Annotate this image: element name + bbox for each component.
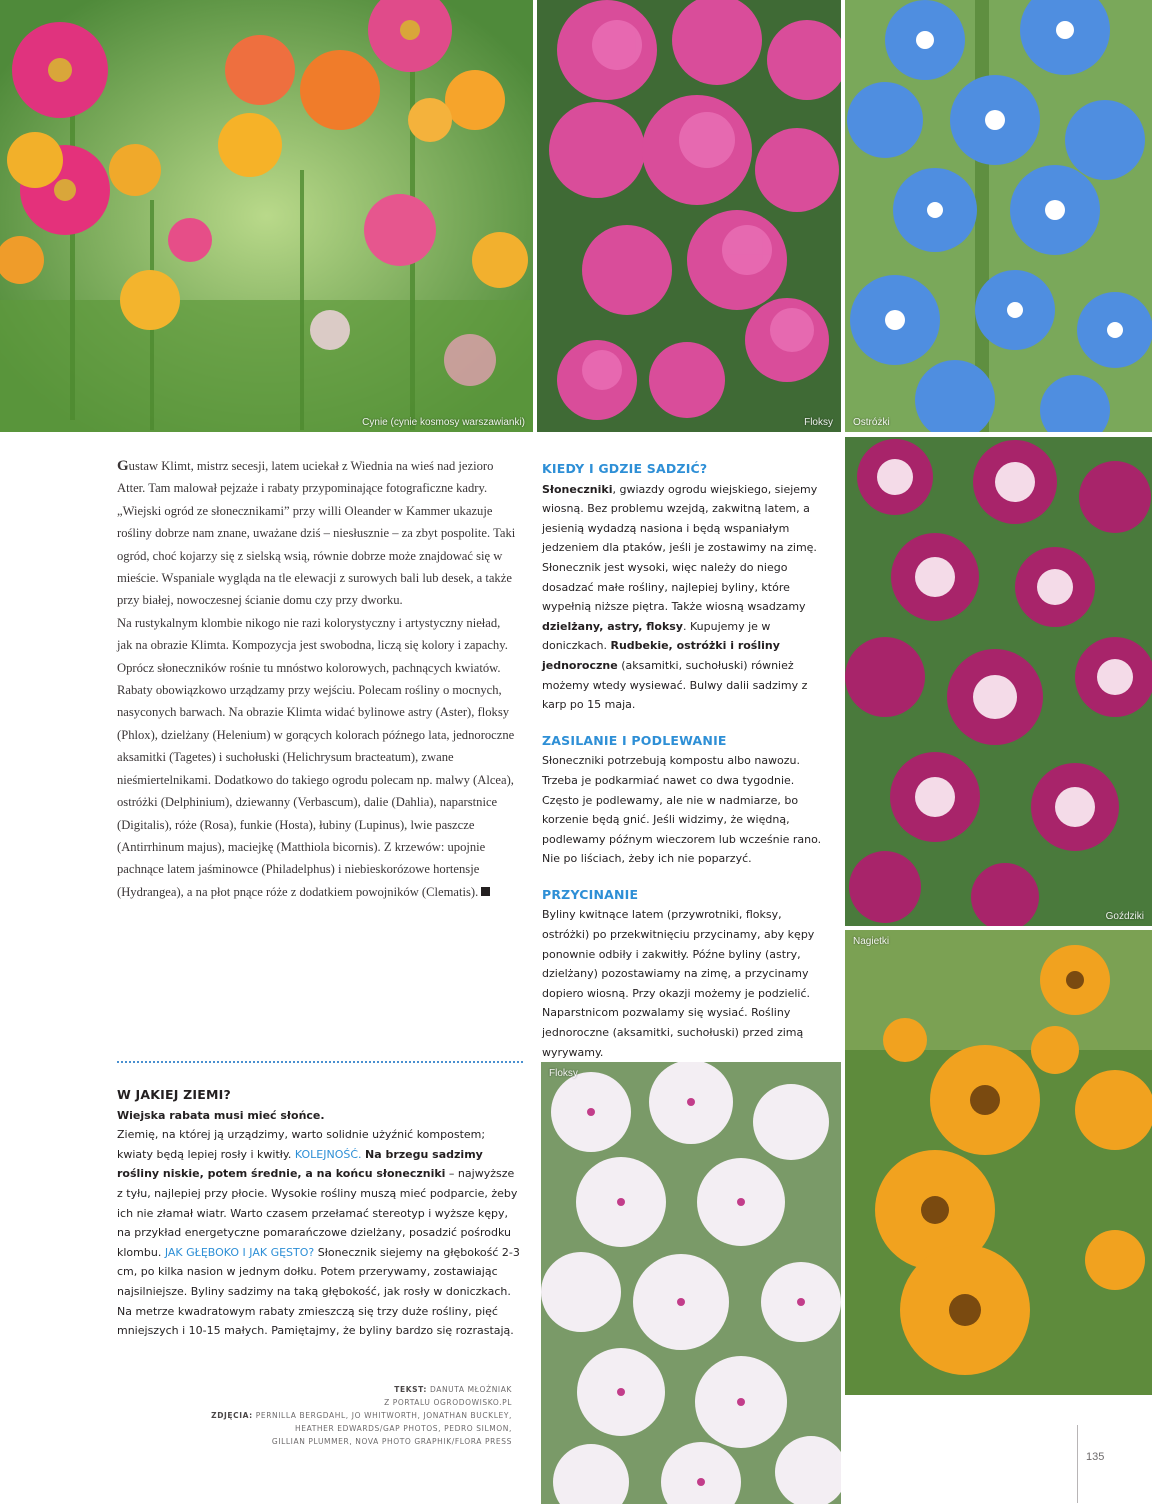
dotted-divider [117,1061,523,1063]
photo-phlox-pink [537,0,841,432]
credits: TEKST: DANUTA MŁOŹNIAK Z PORTALU OGRODOWISKO.PL ZDJĘCIA: PERNILLA BERGDAHL, JO WHITWORTH, JONATHAN BUCKLEY, HEATHER EDWARDS/GAP PHOTOS, PEDRO SILMON, GILLIAN PLUMMER, NOVA PHOTO GRAPHIK/FLORA PRESS [211,1385,512,1446]
section-heading: ZASILANIE I PODLEWANIE [542,732,727,748]
page-number-rule [1077,1425,1078,1503]
end-of-article-mark [481,887,490,896]
label-jak-gleboko: JAK GŁĘBOKO I JAK GĘSTO? [164,1245,315,1259]
section-heading: PRZYCINANIE [542,886,639,902]
article-paragraph: Gustaw Klimt, mistrz secesji, latem uciekał z Wiednia na wieś nad jezioro Atter. Tam malował pejzaże i rabaty przypominające fotograficzne kadry. „Wiejski ogród ze słonecznikami” przy willi Oleander w Kammer ukazuje rośliny dobrze nam znane, uważane dziś – niesłusznie – za zbyt pospolite. Taki ogród, choć kojarzy się z sielską wsią, równie dobrze może znajdować się w mieście. Wspaniale wygląda na tle elewacji z surowych bali lub desek, a także przy białej, nowoczesnej ścianie domu czy przy dworku. [117,458,516,608]
photo-caption: Cynie (cynie kosmosy warszawianki) [362,417,525,428]
photo-sweet-william [845,437,1152,926]
section-text: Ziemię, na której ją urządzimy, warto solidnie użyźnić kompostem; kwiaty będą lepiej rosły i kwitły. KOLEJNOŚĆ. Na brzegu sadzimy rośliny niskie, potem średnie, a na końcu słoneczniki – najwyższe z tyłu, najlepiej przy płocie. Wysokie rośliny muszą mieć podparcie, żeby ich nie złamał wiatr. Warto czasem przełamać stereotyp i wyższe kępy, na przykład energetyczne pomarańczowe dzielżany, posadzić pośrodku klombu. JAK GŁĘBOKO I JAK GĘSTO? Słonecznik siejemy na głębokość 2-3 cm, po kilka nasion w jednym dołku. Potem przerywamy, zostawiając najsilniejsze. Byliny sadzimy na taką głębokość, jak rosły w doniczkach. Na metrze kwadratowym rabaty zmieszczą się trzy duże rośliny, pięć mniejszych i 10-15 małych. Pamiętajmy, że byliny bardzo się rozrastają. [117,1128,520,1338]
article-body [117,455,517,903]
sweet-william-pink-image [537,0,841,432]
photo-caption: Ostróżki [853,417,890,428]
section-text: Słoneczniki, gwiazdy ogrodu wiejskiego, siejemy wiosną. Bez problemu wzejdą, zakwitną latem, a jesienią wydadzą nasiona i będą wspaniałym jedzeniem dla ptaków, jeśli je zostawimy na zimę. Słonecznik jest wysoki, więc należy do niego dosadzać małe rośliny, najlepiej byliny, które wypełnią niższe piętra. Także wiosną wsadzamy dzielżany, astry, floksy. Kupujemy je w doniczkach. Rudbekie, ostróżki i rośliny jednoroczne (aksamitki, suchołuski) również możemy wtedy wysiewać. Bulwy dalii sadzimy z karp po 15 maja. [542,482,818,712]
soil-box [117,1085,522,1341]
photo-zinnias [0,0,533,432]
photo-caption: Floksy [804,417,833,428]
photo-caption: Floksy [549,1068,578,1079]
label-kolejnosc: KOLEJNOŚĆ. [294,1147,362,1161]
article-paragraph: Na rustykalnym klombie nikogo nie razi kolorystyczny i artystyczny nieład, jak na obrazie Klimta. Kompozycja jest swobodna, liczą się kolory i zapachy. Oprócz słoneczników rośnie tu mnóstwo kolorowych, pachnących kwiatów. [117,615,508,675]
photo-phlox-white [541,1062,841,1504]
section-heading: KIEDY I GDZIE SADZIĆ? [542,461,708,476]
planting-tips [542,459,832,1078]
phlox-white-image [541,1062,841,1504]
section-przycinanie [542,885,832,1062]
section-text: Słoneczniki potrzebują kompostu albo nawozu. Trzeba je podkarmiać nawet co dwa tygodnie. Często je podlewamy, ale nie w nadmiarze, bo korzenie będą gnić. Jeśli widzimy, że więdną, podlewamy późnym wieczorem lub wcześnie rano. Nie po liściach, żeby ich nie poparzyć. [542,754,822,866]
section-heading: W JAKIEJ ZIEMI? [117,1087,231,1102]
photo-caption: Goździki [1105,911,1144,922]
section-zasilanie [542,731,832,869]
article-paragraph: Rabaty obowiązkowo urządzamy przy wejściu. Polecam rośliny o mocnych, nasyconych barwach. Na obrazie Klimta widać bylinowe astry (Aster), floksy (Phlox), dzielżany (Helenium) w gorących kolorach późnego lata, jednoroczne aksamitki (Tagetes) i suchołuski (Helichrysum bracteatum), zwane nieśmiertelnikami. Dodatkowo do takiego ogrodu polecam np. malwy (Alcea), ostróżki (Delphinium), dziewanny (Verbascum), dalie (Dahlia), naparstnice (Digitalis), róże (Rosa), funkie (Hosta), łubiny (Lupinus), lwie paszcze (Antirrhinum majus), maciejkę (Matthiola bicornis). Z krzewów: upojnie pachnące latem jaśminowce (Philadelphus) i niebieskorózowe hortensje (Hydrangea), a na płot pnące róże z dodatkiem powojników (Clematis). [117,683,515,899]
zinnia-image [0,0,533,432]
photo-caption: Nagietki [853,936,890,947]
calendula-image [845,930,1152,1395]
photo-delphinium [845,0,1152,432]
soil-lead: Wiejska rabata musi mieć słońce. [117,1108,325,1122]
section-text: Byliny kwitnące latem (przywrotniki, floksy, ostróżki) po przekwitnięciu przycinamy, aby kępy ponownie odbiły i zakwitły. Późne byliny (astry, dzielżany) pozostawiamy na zimę, a przycinamy dopiero wiosną. Przy okazji możemy je podzielić. Naparstnicom pozwalamy się wysiać. Rośliny jednoroczne (aksamitki, suchołuski) przed zimą wyrywamy. [542,908,815,1059]
section-kiedy [542,459,832,715]
sweet-william-image [845,437,1152,926]
photo-calendula [845,930,1152,1395]
drop-cap: G [117,458,129,474]
delphinium-image [845,0,1152,432]
page-number: 135 [1086,1451,1105,1463]
